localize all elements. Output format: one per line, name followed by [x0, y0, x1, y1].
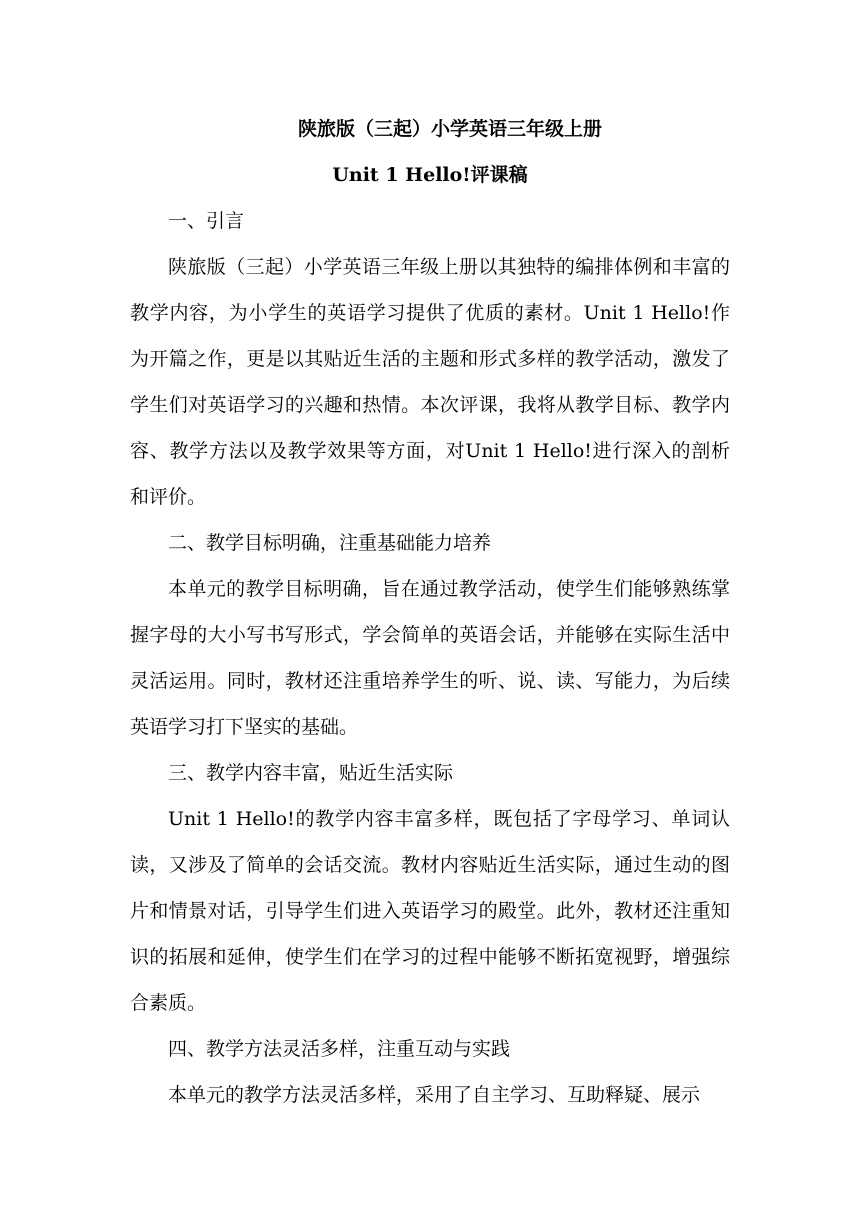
document-subtitle: Unit 1 Hello!评课稿 — [332, 164, 528, 186]
document-page — [130, 106, 730, 1118]
section-paragraph-2: 本单元的教学目标明确，旨在通过教学活动，使学生们能够熟练掌握字母的大小写书写形式，学会简单的英语会话，并能够在实际生活中灵活运用。同时，教材还注重培养学生的听、说、读、写能力，为后续英语学习打下坚实的基础。 — [130, 578, 730, 738]
section-heading-4: 四、教学方法灵活多样，注重互动与实践 — [168, 1038, 511, 1060]
section-heading-3: 三、教学内容丰富，贴近生活实际 — [168, 762, 454, 784]
document-title: 陕旅版（三起）小学英语三年级上册 — [297, 118, 602, 140]
section-paragraph-3: Unit 1 Hello!的教学内容丰富多样，既包括了字母学习、单词认读，又涉及了简单的会话交流。教材内容贴近生活实际，通过生动的图片和情景对话，引导学生们进入英语学习的殿堂。此外，教材还注重知识的拓展和延伸，使学生们在学习的过程中能够不断拓宽视野，增强综合素质。 — [130, 808, 730, 1014]
section-paragraph-4: 本单元的教学方法灵活多样，采用了自主学习、互助释疑、展示 — [168, 1084, 701, 1106]
section-heading-2: 二、教学目标明确，注重基础能力培养 — [168, 532, 492, 554]
section-paragraph-1: 陕旅版（三起）小学英语三年级上册以其独特的编排体例和丰富的教学内容，为小学生的英语学习提供了优质的素材。Unit 1 Hello!作为开篇之作，更是以其贴近生活的主题和形式多样的教学活动，激发了学生们对英语学习的兴趣和热情。本次评课，我将从教学目标、教学内容、教学方法以及教学效果等方面，对Unit 1 Hello!进行深入的剖析和评价。 — [130, 256, 730, 508]
section-heading-1: 一、引言 — [168, 210, 245, 232]
